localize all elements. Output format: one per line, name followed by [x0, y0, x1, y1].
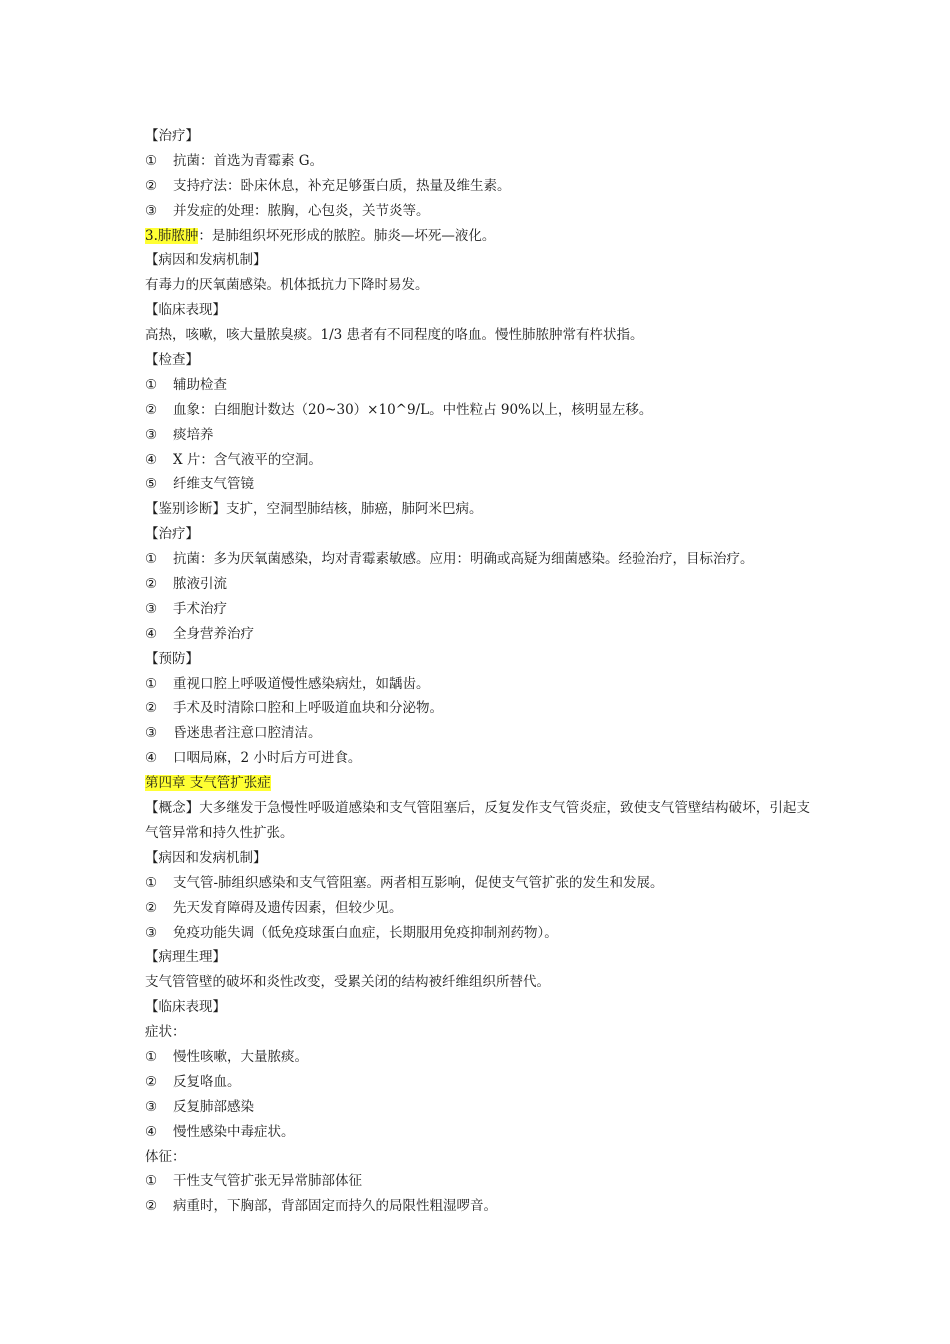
list-item-text: 反复肺部感染 [173, 1098, 254, 1115]
list-item [145, 672, 810, 697]
list-item-number: ④ [145, 1123, 158, 1140]
list-item-number: ① [145, 1173, 158, 1190]
section-heading [145, 647, 810, 672]
list-item [145, 174, 810, 199]
highlighted-title: 第四章 支气管扩张症 [145, 775, 271, 792]
list-item [145, 896, 810, 921]
list-item-number: ① [145, 376, 158, 393]
list-item-number: ② [145, 1198, 158, 1215]
list-item-text: 慢性咳嗽，大量脓痰。 [173, 1048, 308, 1065]
list-item-text: 支持疗法：卧床休息，补充足够蛋白质，热量及维生素。 [173, 177, 511, 194]
line-text: 【鉴别诊断】支扩，空洞型肺结核，肺癌，肺阿米巴病。 [145, 501, 483, 518]
heading-text: 【检查】 [145, 352, 199, 369]
list-item-text: 支气管-肺组织感染和支气管阻塞。两者相互影响，促使支气管扩张的发生和发展。 [173, 874, 664, 891]
section-heading [145, 298, 810, 323]
section-heading [145, 348, 810, 373]
list-item-number: ③ [145, 725, 158, 742]
heading-text: 【治疗】 [145, 526, 199, 543]
line-text: 有毒力的厌氧菌感染。机体抵抗力下降时易发。 [145, 277, 429, 294]
list-item [145, 921, 810, 946]
list-item-text: 抗菌：首选为青霉素 G。 [173, 152, 324, 169]
document-page [145, 124, 810, 1219]
line-text: 体征： [145, 1148, 186, 1165]
text-line [145, 497, 810, 522]
list-item [145, 1120, 810, 1145]
list-item [145, 149, 810, 174]
heading-text: 【临床表现】 [145, 302, 226, 319]
list-item [145, 622, 810, 647]
list-item-text: 并发症的处理：脓胸，心包炎，关节炎等。 [173, 202, 430, 219]
list-item [145, 423, 810, 448]
list-item-text: 手术治疗 [173, 600, 227, 617]
list-item-number: ③ [145, 202, 158, 219]
section-heading [145, 248, 810, 273]
list-item-text: 慢性感染中毒症状。 [173, 1123, 295, 1140]
list-item [145, 871, 810, 896]
line-text: 症状： [145, 1024, 186, 1041]
list-item-text: 免疫功能失调（低免疫球蛋白血症，长期服用免疫抑制剂药物）。 [173, 924, 558, 941]
list-item [145, 472, 810, 497]
list-item-text: 先天发育障碍及遗传因素，但较少见。 [173, 899, 403, 916]
list-item-number: ④ [145, 750, 158, 767]
list-item-number: ① [145, 1048, 158, 1065]
list-item [145, 373, 810, 398]
list-item-number: ② [145, 177, 158, 194]
section-heading [145, 846, 810, 871]
list-item-text: 干性支气管扩张无异常肺部体征 [173, 1173, 362, 1190]
list-item-text: 脓液引流 [173, 576, 227, 593]
line-text: 支气管管壁的破坏和炎性改变，受累关闭的结构被纤维组织所替代。 [145, 974, 550, 991]
list-item-text: 血象：白细胞计数达（20~30）×10^9/L。中性粒占 90%以上，核明显左移。 [173, 401, 653, 418]
list-item [145, 398, 810, 423]
list-item-number: ① [145, 152, 158, 169]
list-item-number: ③ [145, 1098, 158, 1115]
list-item-text: 痰培养 [173, 426, 214, 443]
paragraph-text: 【概念】大多继发于急慢性呼吸道感染和支气管阻塞后，反复发作支气管炎症，致使支气管壁结构破坏，引起支气管异常和持久性扩张。 [145, 800, 810, 841]
list-item [145, 1194, 810, 1219]
list-item [145, 696, 810, 721]
list-item [145, 1070, 810, 1095]
list-item-text: X 片：含气液平的空洞。 [173, 451, 322, 468]
list-item-number: ② [145, 1073, 158, 1090]
list-item-number: ② [145, 401, 158, 418]
section-heading [145, 945, 810, 970]
list-item-number: ② [145, 700, 158, 717]
list-item [145, 746, 810, 771]
list-item-text: 全身营养治疗 [173, 625, 254, 642]
list-item-number: ① [145, 551, 158, 568]
list-item-text: 手术及时清除口腔和上呼吸道血块和分泌物。 [173, 700, 443, 717]
list-item-number: ② [145, 576, 158, 593]
list-item [145, 1045, 810, 1070]
list-item-number: ③ [145, 426, 158, 443]
list-item-text: 抗菌：多为厌氧菌感染，均对青霉素敏感。应用：明确或高疑为细菌感染。经验治疗，目标治疗。 [173, 551, 754, 568]
list-item-number: ③ [145, 924, 158, 941]
highlighted-title: 3.肺脓肿 [145, 227, 199, 244]
list-item [145, 199, 810, 224]
text-line [145, 970, 810, 995]
list-item-number: ③ [145, 600, 158, 617]
list-item-number: ① [145, 675, 158, 692]
list-item [145, 721, 810, 746]
list-item [145, 597, 810, 622]
heading-text: 【治疗】 [145, 128, 199, 144]
heading-text: 【病理生理】 [145, 949, 226, 966]
list-item [145, 448, 810, 473]
list-item-text: 辅助检查 [173, 376, 227, 393]
list-item-text: 病重时，下胸部，背部固定而持久的局限性粗湿啰音。 [173, 1198, 497, 1215]
text-line [145, 1020, 810, 1045]
section-heading [145, 124, 810, 149]
paragraph [145, 796, 810, 846]
text-line [145, 1145, 810, 1170]
list-item-number: ② [145, 899, 158, 916]
list-item-text: 重视口腔上呼吸道慢性感染病灶，如龋齿。 [173, 675, 430, 692]
title-description: ：是肺组织坏死形成的脓腔。肺炎—坏死—液化。 [198, 227, 496, 244]
list-item-number: ④ [145, 451, 158, 468]
list-item-number: ④ [145, 625, 158, 642]
list-item [145, 547, 810, 572]
heading-text: 【病因和发病机制】 [145, 849, 267, 866]
section-heading [145, 995, 810, 1020]
section-heading [145, 522, 810, 547]
list-item [145, 572, 810, 597]
list-item [145, 1095, 810, 1120]
highlighted-title-line [145, 771, 810, 796]
list-item-number: ⑤ [145, 476, 158, 493]
list-item-text: 口咽局麻，2 小时后方可进食。 [173, 750, 362, 767]
list-item-text: 昏迷患者注意口腔清洁。 [173, 725, 322, 742]
list-item-text: 反复咯血。 [173, 1073, 241, 1090]
list-item-number: ① [145, 874, 158, 891]
heading-text: 【预防】 [145, 650, 199, 667]
heading-text: 【病因和发病机制】 [145, 252, 267, 269]
heading-text: 【临床表现】 [145, 999, 226, 1016]
text-line [145, 323, 810, 348]
line-text: 高热，咳嗽，咳大量脓臭痰。1/3 患者有不同程度的咯血。慢性肺脓肿常有杵状指。 [145, 327, 644, 344]
text-line [145, 273, 810, 298]
list-item [145, 1169, 810, 1194]
highlighted-title-line [145, 224, 810, 249]
list-item-text: 纤维支气管镜 [173, 476, 254, 493]
